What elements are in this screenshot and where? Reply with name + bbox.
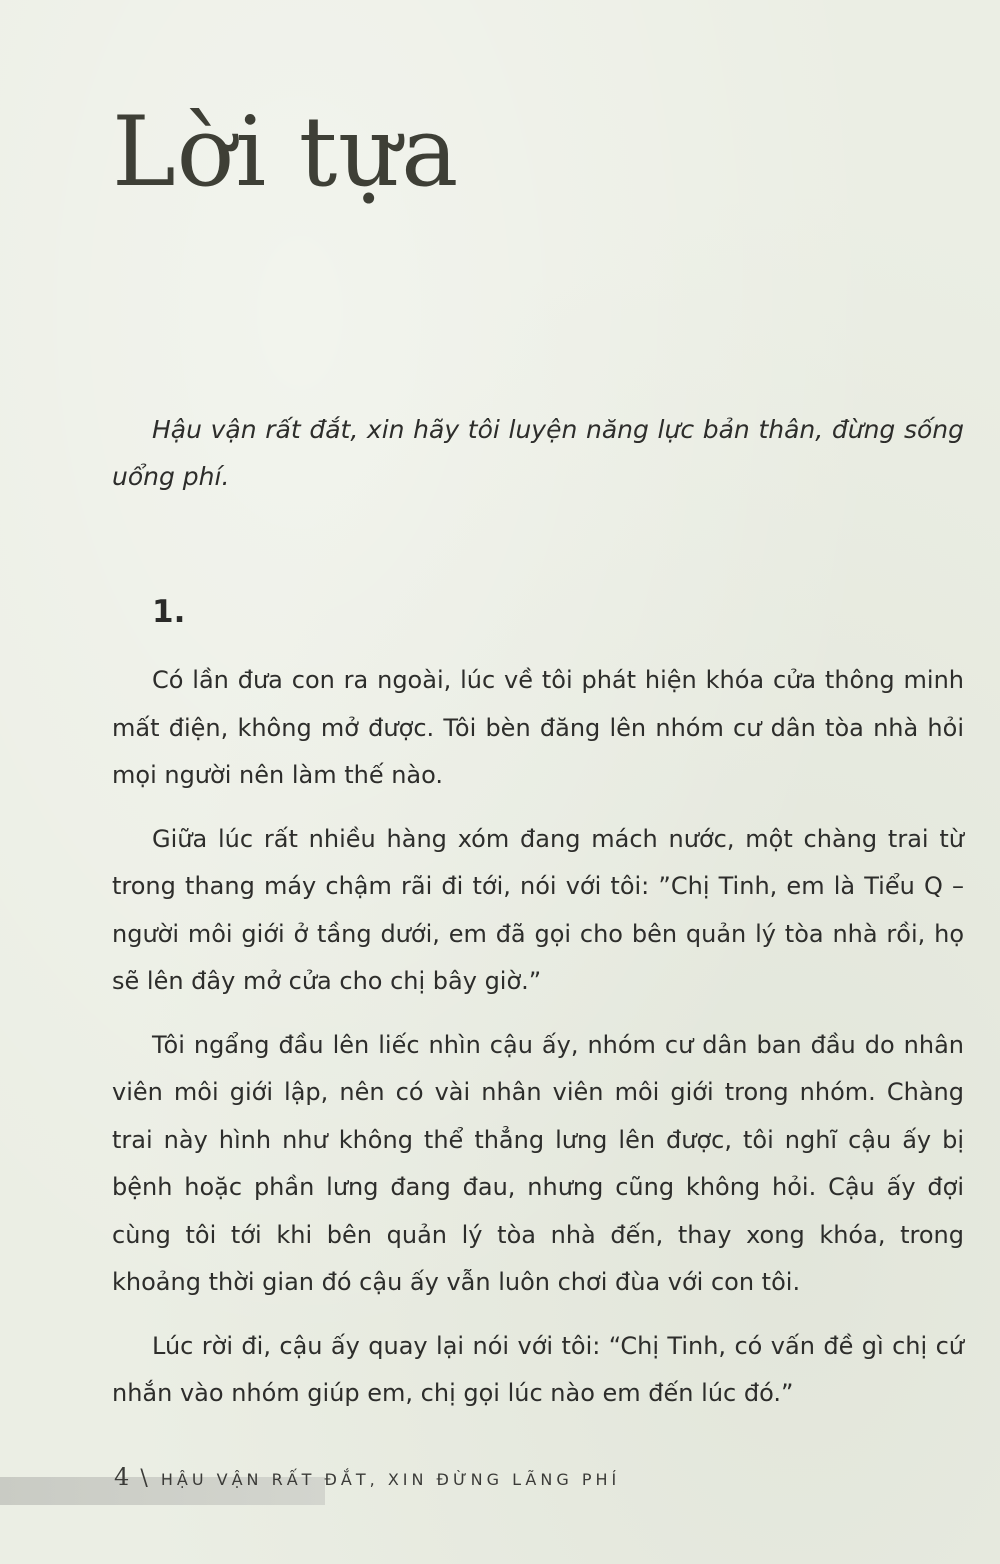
chapter-title: Lời tựa [112,96,460,208]
page-number: 4 [114,1463,130,1491]
paragraph: Lúc rời đi, cậu ấy quay lại nói với tôi: “Chị Tinh, có vấn đề gì chị cứ nhắn vào nhóm giúp em, chị gọi lúc nào em đến lúc đó.” [112,1331,964,1407]
page-footer [114,1463,620,1491]
paragraph: Có lần đưa con ra ngoài, lúc về tôi phát hiện khóa cửa thông minh mất điện, không mở được. Tôi bèn đăng lên nhóm cư dân tòa nhà hỏi mọi người nên làm thế nào. [112,666,964,789]
footer-separator: \ [140,1466,148,1491]
paragraph: Giữa lúc rất nhiều hàng xóm đang mách nước, một chàng trai từ trong thang máy chậm rãi đi tới, nói với tôi: ”Chị Tinh, em là Tiểu Q – người môi giới ở tầng dưới, em đã gọi cho bên quản lý tòa nhà rồi, họ sẽ lên đây mở cửa cho chị bây giờ.” [112,824,964,995]
running-title: HẬU VẬN RẤT ĐẮT, XIN ĐỪNG LÃNG PHÍ [160,1470,621,1489]
epigraph: Hậu vận rất đắt, xin hãy tôi luyện năng lực bản thân, đừng sống uổng phí. [112,415,964,491]
paragraph: Tôi ngẩng đầu lên liếc nhìn cậu ấy, nhóm cư dân ban đầu do nhân viên môi giới lập, nên có vài nhân viên môi giới trong nhóm. Chàng trai này hình như không thể thẳng lưng lên được, tôi nghĩ cậu ấy bị bệnh hoặc phần lưng đang đau, nhưng cũng không hỏi. Cậu ấy đợi cùng tôi tới khi bên quản lý tòa nhà đến, thay xong khóa, trong khoảng thời gian đó cậu ấy vẫn luôn chơi đùa với con tôi. [112,1030,964,1296]
section-number: 1. [152,594,186,630]
body-text [112,657,964,1434]
